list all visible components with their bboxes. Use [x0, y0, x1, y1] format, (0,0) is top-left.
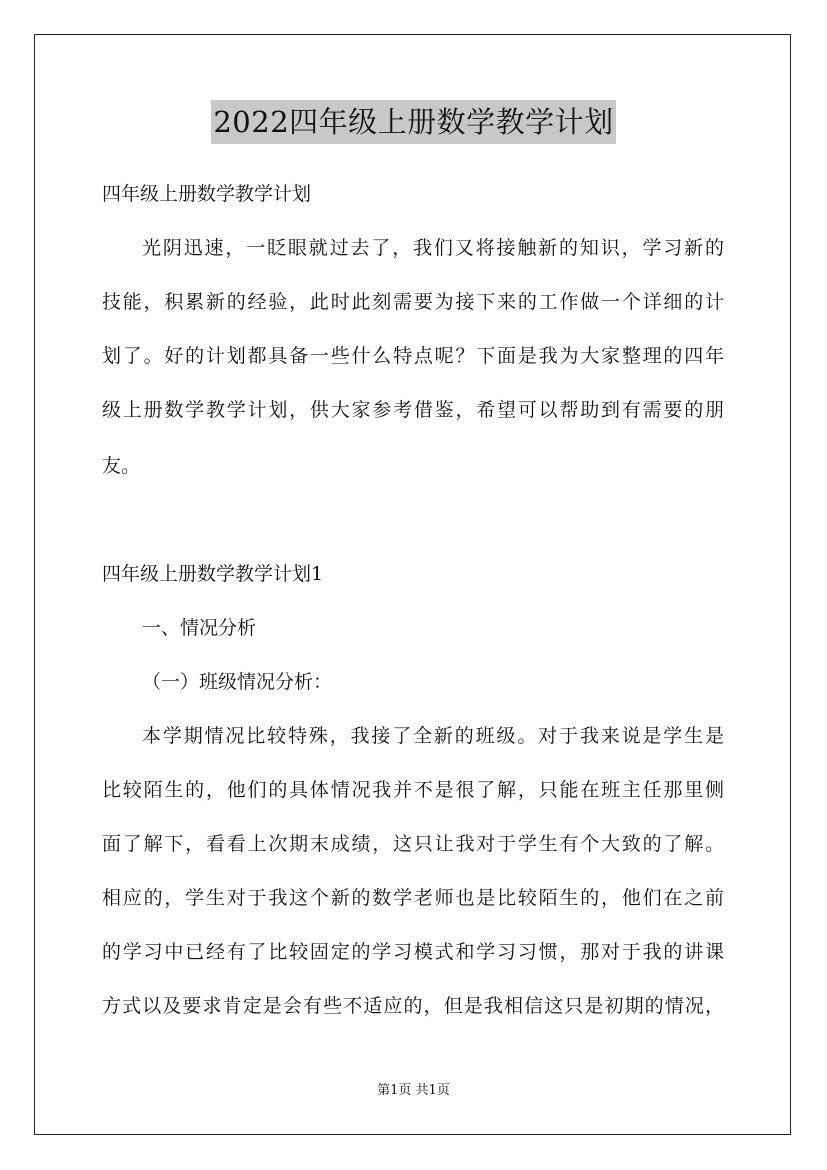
body-line-5: 的学习中已经有了比较固定的学习模式和学习习惯，那对于我的讲课: [102, 941, 724, 963]
section-heading-plan: 四年级上册数学教学计划: [102, 183, 312, 205]
body-line-6: 方式以及要求肯定是会有些不适应的，但是我相信这只是初期的情况，: [102, 995, 724, 1017]
page-number-footer: 第1页 共1页: [377, 1083, 450, 1098]
body-line-2: 比较陌生的，他们的具体情况我并不是很了解，只能在班主任那里侧: [102, 779, 724, 801]
body-line-3: 面了解下，看看上次期末成绩，这只让我对于学生有个大致的了解。: [102, 833, 724, 855]
intro-line-5: 友。: [102, 455, 141, 477]
body-line-4: 相应的，学生对于我这个新的数学老师也是比较陌生的，他们在之前: [102, 887, 724, 909]
intro-line-1: 光阴迅速，一眨眼就过去了，我们又将接触新的知识，学习新的: [142, 237, 724, 259]
document-title: 2022四年级上册数学教学计划: [0, 100, 827, 144]
intro-line-4: 级上册数学教学计划，供大家参考借鉴，希望可以帮助到有需要的朋: [102, 399, 724, 421]
intro-line-2: 技能，积累新的经验，此时此刻需要为接下来的工作做一个详细的计: [102, 291, 724, 313]
intro-line-3: 划了。好的计划都具备一些什么特点呢？下面是我为大家整理的四年: [102, 345, 724, 367]
subheading-class-analysis: （一）班级情况分析：: [142, 671, 333, 693]
subheading-situation-analysis: 一、情况分析: [142, 617, 257, 639]
body-line-1: 本学期情况比较特殊，我接了全新的班级。对于我来说是学生是: [142, 725, 724, 747]
section-heading-plan-1: 四年级上册数学教学计划1: [102, 563, 324, 585]
